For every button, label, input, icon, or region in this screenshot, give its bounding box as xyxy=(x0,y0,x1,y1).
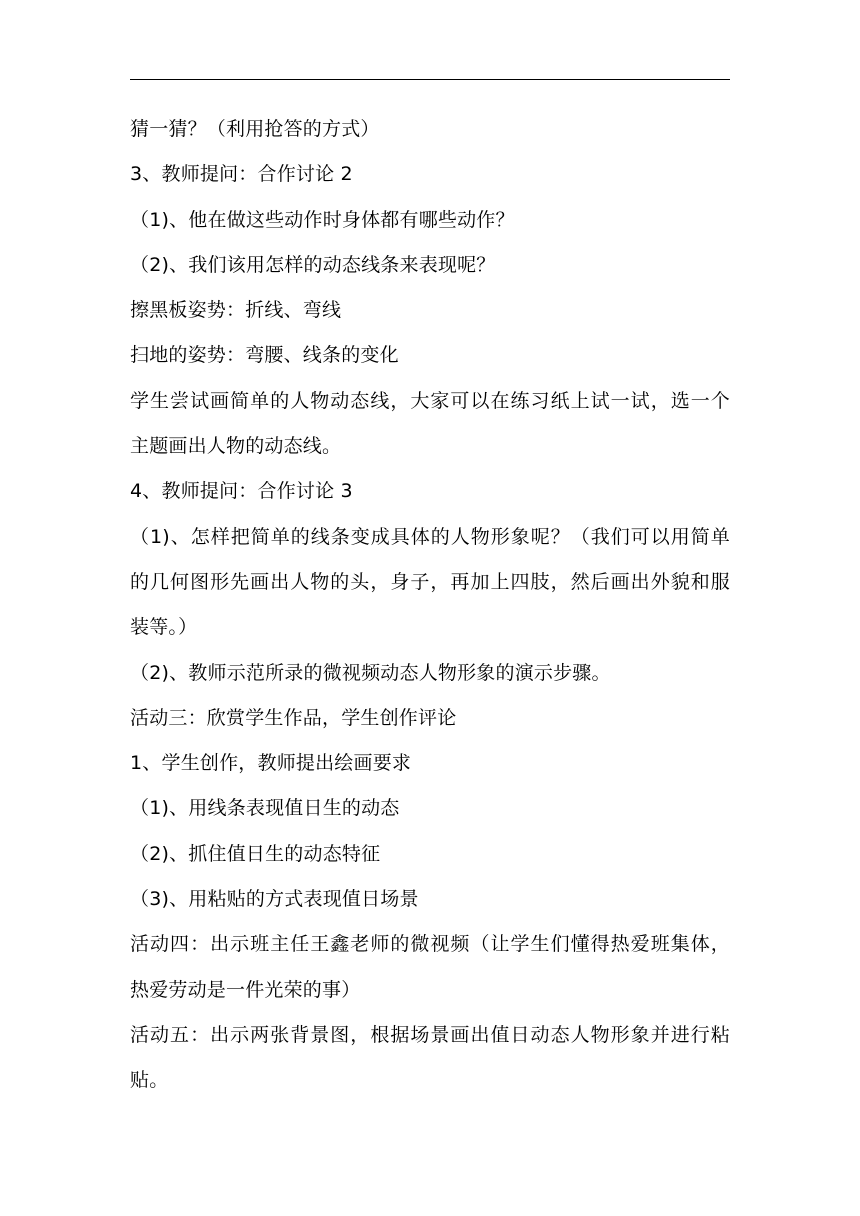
text-line: 学生尝试画简单的人物动态线，大家可以在练习纸上试一试，选一个 xyxy=(130,389,730,412)
text-line: 1、学生创作，教师提出绘画要求 xyxy=(130,752,412,775)
text-line: （1)、他在做这些动作时身体都有哪些动作？ xyxy=(130,208,515,231)
text-line: 装等。） xyxy=(130,616,198,639)
text-line: 的几何图形先画出人物的头，身子，再加上四肢，然后画出外貌和服 xyxy=(130,570,730,593)
text-line: （2)、教师示范所录的微视频动态人物形象的演示步骤。 xyxy=(130,661,611,684)
text-line: 猜一猜？（利用抢答的方式） xyxy=(130,118,380,140)
text-line: 热爱劳动是一件光荣的事） xyxy=(130,978,361,1001)
text-line: （1)、怎样把简单的线条变成具体的人物形象呢？（我们可以用简单 xyxy=(130,525,730,548)
text-line: （1)、用线条表现值日生的动态 xyxy=(130,797,400,820)
text-line: 擦黑板姿势：折线、弯线 xyxy=(130,299,342,322)
text-line: （2)、抓住值日生的动态特征 xyxy=(130,842,381,865)
document-body xyxy=(130,107,730,1104)
text-line: 活动三：欣赏学生作品，学生创作评论 xyxy=(130,706,457,729)
text-line: 4、教师提问：合作讨论 3 xyxy=(130,480,353,503)
text-line: 3、教师提问：合作讨论 2 xyxy=(130,163,353,186)
text-line: 扫地的姿势：弯腰、线条的变化 xyxy=(130,344,399,367)
text-line: 主题画出人物的动态线。 xyxy=(130,435,342,458)
text-line: 活动五：出示两张背景图，根据场景画出值日动态人物形象并进行粘 xyxy=(130,1023,730,1046)
text-line: （2)、我们该用怎样的动态线条来表现呢？ xyxy=(130,253,496,276)
header-rule xyxy=(130,79,730,80)
text-line: 活动四：出示班主任王鑫老师的微视频（让学生们懂得热爱班集体， xyxy=(130,933,730,956)
text-line: 贴。 xyxy=(130,1069,169,1092)
text-line: （3)、用粘贴的方式表现值日场景 xyxy=(130,888,419,911)
